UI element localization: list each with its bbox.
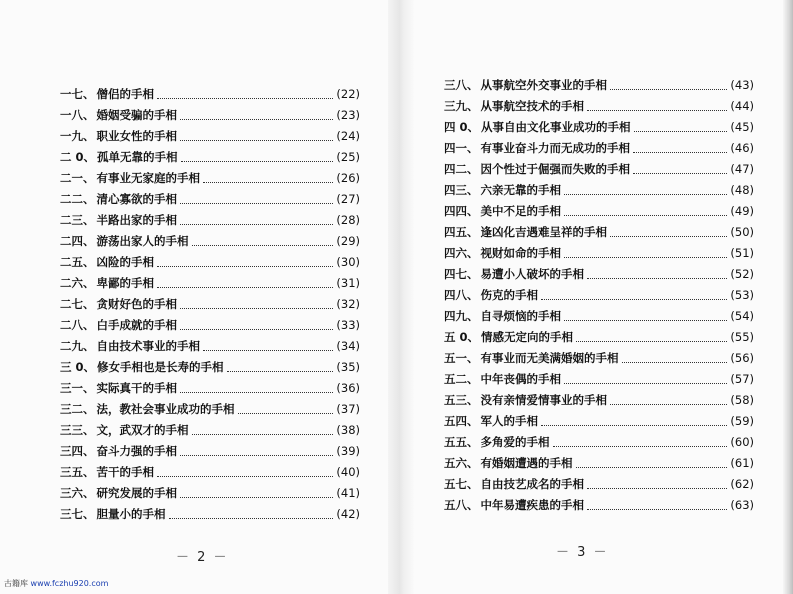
toc-leader-dots	[576, 466, 728, 468]
toc-entry-title: 有婚姻遭遇的手相	[480, 456, 573, 470]
toc-entry-number: 二二、	[60, 192, 95, 206]
toc-leader-dots	[180, 307, 333, 309]
toc-entry-page: (61)	[730, 456, 754, 470]
toc-entry-page: (36)	[336, 381, 360, 395]
toc-leader-dots	[192, 433, 334, 435]
toc-entry	[60, 483, 360, 504]
toc-leader-dots	[169, 517, 334, 519]
toc-leader-dots	[633, 151, 727, 153]
toc-entry-page: (35)	[336, 360, 360, 374]
toc-entry-title: 伤克的手相	[480, 288, 538, 302]
site-name: 古籍库	[4, 579, 28, 588]
toc-entry	[60, 294, 360, 315]
toc-entry-page: (50)	[730, 225, 754, 239]
toc-entry	[444, 411, 754, 432]
toc-entry-title: 有事业无家庭的手相	[96, 171, 200, 185]
toc-entry-number: 五四、	[444, 414, 479, 428]
toc-entry-page: (32)	[336, 297, 360, 311]
toc-entry-page: (57)	[730, 372, 754, 386]
toc-entry-number: 五八、	[444, 498, 479, 512]
toc-entry-page: (25)	[336, 150, 360, 164]
toc-leader-dots	[633, 172, 727, 174]
toc-entry-title: 研究发展的手相	[96, 486, 177, 500]
toc-entry-number: 五一、	[444, 351, 479, 365]
toc-leader-dots	[541, 298, 727, 300]
toc-entry-page: (55)	[730, 330, 754, 344]
toc-entry	[444, 495, 754, 516]
toc-entry-number: 三七、	[60, 507, 95, 521]
toc-entry-title: 自由技艺成名的手相	[480, 477, 584, 491]
toc-leader-dots	[576, 340, 727, 342]
toc-entry-number: 四七、	[444, 267, 479, 281]
toc-entry	[60, 147, 360, 168]
toc-entry-title: 情感无定向的手相	[481, 330, 574, 344]
toc-entry-title: 游荡出家人的手相	[96, 234, 189, 248]
toc-entry	[444, 306, 754, 327]
toc-entry-number: 三四、	[60, 444, 95, 458]
toc-leader-dots	[180, 496, 333, 498]
toc-entry	[444, 453, 754, 474]
toc-leader-dots	[227, 370, 334, 372]
toc-entry-title: 美中不足的手相	[480, 204, 561, 218]
toc-entry-page: (30)	[336, 255, 360, 269]
toc-entry-page: (56)	[730, 351, 754, 365]
toc-entry	[60, 420, 360, 441]
toc-entry	[444, 348, 754, 369]
toc-entry-number: 五三、	[444, 393, 479, 407]
toc-leader-dots	[587, 109, 727, 111]
toc-entry	[444, 201, 754, 222]
toc-entry-page: (54)	[730, 309, 754, 323]
toc-entry-title: 孤单无靠的手相	[97, 150, 178, 164]
toc-leader-dots	[180, 202, 333, 204]
toc-entry	[444, 159, 754, 180]
toc-entry-title: 易遭小人破坏的手相	[480, 267, 584, 281]
toc-leader-dots	[181, 160, 334, 162]
toc-entry	[444, 75, 754, 96]
toc-entry-page: (58)	[730, 393, 754, 407]
toc-leader-dots	[180, 223, 333, 225]
toc-leader-dots	[622, 361, 728, 363]
toc-leader-dots	[610, 235, 727, 237]
toc-leader-dots	[610, 403, 727, 405]
toc-entry	[444, 243, 754, 264]
toc-leader-dots	[587, 508, 727, 510]
toc-entry	[60, 441, 360, 462]
toc-entry-page: (34)	[336, 339, 360, 353]
toc-entry-page: (41)	[336, 486, 360, 500]
toc-entry	[444, 369, 754, 390]
toc-entry-title: 有事业奋斗力而无成功的手相	[480, 141, 630, 155]
toc-entry-title: 多角爱的手相	[480, 435, 550, 449]
toc-leader-dots	[180, 139, 333, 141]
toc-entry-number: 二八、	[60, 318, 95, 332]
toc-entry-number: 四五、	[444, 225, 479, 239]
toc-entry-number: 三一、	[60, 381, 95, 395]
toc-entry-number: 五五、	[444, 435, 479, 449]
toc-leader-dots	[564, 382, 727, 384]
toc-entry	[60, 462, 360, 483]
toc-entry	[444, 285, 754, 306]
toc-entry	[444, 390, 754, 411]
toc-entry-title: 从事航空技术的手相	[480, 99, 584, 113]
toc-entry-title: 从事航空外交事业的手相	[480, 78, 607, 92]
toc-entry-number: 四 0、	[444, 120, 480, 134]
toc-entry-page: (42)	[336, 507, 360, 521]
toc-entry-number: 四三、	[444, 183, 479, 197]
toc-entry-title: 卑鄙的手相	[96, 276, 154, 290]
toc-entry-page: (53)	[730, 288, 754, 302]
toc-entry-number: 三二、	[60, 402, 95, 416]
toc-entry-title: 文，武双才的手相	[96, 423, 189, 437]
toc-leader-dots	[180, 118, 333, 120]
toc-entry-title: 法，教社会事业成功的手相	[96, 402, 235, 416]
toc-entry-number: 三八、	[444, 78, 479, 92]
toc-leader-dots	[553, 445, 728, 447]
toc-entry-page: (52)	[730, 267, 754, 281]
toc-entry-title: 清心寡欲的手相	[96, 192, 177, 206]
toc-entry-number: 三三、	[60, 423, 95, 437]
toc-leader-dots	[180, 454, 333, 456]
toc-list-left	[60, 84, 360, 525]
toc-entry-title: 奋斗力强的手相	[96, 444, 177, 458]
toc-entry	[60, 273, 360, 294]
toc-entry-number: 二三、	[60, 213, 95, 227]
toc-entry-number: 五 0、	[444, 330, 480, 344]
page-edge-shadow	[783, 0, 793, 594]
toc-entry-title: 苦干的手相	[96, 465, 154, 479]
toc-entry-title: 婚姻受骗的手相	[96, 108, 177, 122]
toc-leader-dots	[564, 319, 727, 321]
toc-leader-dots	[203, 181, 333, 183]
toc-entry	[60, 84, 360, 105]
left-page	[0, 0, 388, 594]
toc-entry-number: 四六、	[444, 246, 479, 260]
toc-entry	[60, 336, 360, 357]
toc-entry-title: 中年易遭疾患的手相	[480, 498, 584, 512]
toc-entry-page: (48)	[730, 183, 754, 197]
toc-entry-title: 从事自由文化事业成功的手相	[481, 120, 631, 134]
toc-entry-number: 四一、	[444, 141, 479, 155]
toc-entry-number: 三 0、	[60, 360, 96, 374]
toc-entry-page: (37)	[336, 402, 360, 416]
toc-entry-page: (62)	[730, 477, 754, 491]
site-url: www.fczhu920.com	[30, 579, 109, 588]
toc-entry-title: 军人的手相	[480, 414, 538, 428]
toc-leader-dots	[157, 286, 333, 288]
toc-entry-number: 二一、	[60, 171, 95, 185]
toc-entry-number: 一九、	[60, 129, 95, 143]
toc-entry-title: 凶险的手相	[96, 255, 154, 269]
toc-leader-dots	[587, 277, 727, 279]
toc-entry-title: 有事业而无美满婚姻的手相	[480, 351, 619, 365]
toc-entry	[444, 96, 754, 117]
toc-entry-number: 五二、	[444, 372, 479, 386]
toc-entry	[60, 210, 360, 231]
toc-entry	[444, 117, 754, 138]
toc-entry-title: 白手成就的手相	[96, 318, 177, 332]
toc-entry-number: 五七、	[444, 477, 479, 491]
toc-entry	[60, 231, 360, 252]
toc-entry-page: (60)	[730, 435, 754, 449]
toc-entry	[60, 105, 360, 126]
toc-entry	[444, 180, 754, 201]
toc-entry-title: 半路出家的手相	[96, 213, 177, 227]
toc-entry	[444, 138, 754, 159]
toc-entry	[60, 252, 360, 273]
toc-leader-dots	[157, 475, 333, 477]
toc-entry-page: (51)	[730, 246, 754, 260]
toc-entry-title: 修女手相也是长寿的手相	[97, 360, 224, 374]
toc-leader-dots	[192, 244, 334, 246]
toc-entry-title: 实际真干的手相	[96, 381, 177, 395]
toc-entry	[60, 189, 360, 210]
toc-leader-dots	[180, 391, 333, 393]
toc-entry-page: (43)	[730, 78, 754, 92]
toc-entry-title: 中年丧偶的手相	[480, 372, 561, 386]
toc-entry-title: 没有亲情爱情事业的手相	[480, 393, 607, 407]
toc-leader-dots	[157, 265, 333, 267]
toc-entry-title: 职业女性的手相	[96, 129, 177, 143]
toc-entry-page: (33)	[336, 318, 360, 332]
toc-entry	[60, 168, 360, 189]
toc-entry-number: 三九、	[444, 99, 479, 113]
toc-leader-dots	[564, 193, 727, 195]
toc-list-right	[444, 75, 754, 516]
toc-entry-page: (22)	[336, 87, 360, 101]
toc-entry-number: 二六、	[60, 276, 95, 290]
toc-leader-dots	[541, 424, 727, 426]
toc-entry-title: 自由技术事业的手相	[96, 339, 200, 353]
toc-entry-page: (23)	[336, 108, 360, 122]
toc-entry-title: 逢凶化吉遇难呈祥的手相	[480, 225, 607, 239]
toc-entry-page: (46)	[730, 141, 754, 155]
toc-entry-page: (29)	[336, 234, 360, 248]
toc-leader-dots	[634, 130, 728, 132]
toc-entry-number: 四四、	[444, 204, 479, 218]
toc-entry	[444, 432, 754, 453]
toc-entry	[60, 378, 360, 399]
toc-entry-page: (28)	[336, 213, 360, 227]
toc-entry-page: (47)	[730, 162, 754, 176]
toc-entry-page: (49)	[730, 204, 754, 218]
toc-entry-title: 贪财好色的手相	[96, 297, 177, 311]
toc-leader-dots	[203, 349, 333, 351]
book-gutter	[388, 0, 414, 594]
toc-leader-dots	[564, 256, 727, 258]
toc-entry	[444, 222, 754, 243]
toc-entry-page: (39)	[336, 444, 360, 458]
toc-entry	[444, 474, 754, 495]
toc-entry-number: 四九、	[444, 309, 479, 323]
toc-leader-dots	[564, 214, 727, 216]
toc-entry-number: 一七、	[60, 87, 95, 101]
toc-entry-number: 三五、	[60, 465, 95, 479]
toc-entry	[60, 399, 360, 420]
toc-leader-dots	[587, 487, 727, 489]
toc-entry	[60, 504, 360, 525]
right-page	[414, 0, 784, 594]
toc-entry-title: 自寻烦恼的手相	[480, 309, 561, 323]
page-number-left: － 2 －	[176, 550, 229, 565]
toc-entry-page: (40)	[336, 465, 360, 479]
toc-entry-page: (63)	[730, 498, 754, 512]
toc-entry-page: (31)	[336, 276, 360, 290]
toc-entry	[60, 315, 360, 336]
toc-entry-number: 四八、	[444, 288, 479, 302]
toc-entry-number: 二九、	[60, 339, 95, 353]
watermark-footer	[4, 578, 108, 589]
toc-entry-title: 因个性过于倔强而失败的手相	[480, 162, 630, 176]
toc-entry-number: 二 0、	[60, 150, 96, 164]
toc-entry-page: (38)	[336, 423, 360, 437]
toc-entry-title: 僧侣的手相	[96, 87, 154, 101]
page-number-right: － 3 －	[556, 545, 609, 560]
toc-entry-page: (24)	[336, 129, 360, 143]
toc-entry-number: 二七、	[60, 297, 95, 311]
toc-entry-number: 五六、	[444, 456, 479, 470]
toc-entry-number: 二五、	[60, 255, 95, 269]
toc-leader-dots	[238, 412, 334, 414]
toc-entry	[444, 327, 754, 348]
toc-entry	[60, 357, 360, 378]
toc-entry-page: (45)	[730, 120, 754, 134]
toc-entry-page: (27)	[336, 192, 360, 206]
toc-leader-dots	[180, 328, 333, 330]
toc-entry-title: 胆量小的手相	[96, 507, 166, 521]
toc-leader-dots	[610, 88, 727, 90]
toc-entry-number: 四二、	[444, 162, 479, 176]
toc-entry-title: 视财如命的手相	[480, 246, 561, 260]
toc-entry-page: (26)	[336, 171, 360, 185]
toc-entry-number: 三六、	[60, 486, 95, 500]
toc-entry	[60, 126, 360, 147]
toc-entry	[444, 264, 754, 285]
toc-entry-page: (44)	[730, 99, 754, 113]
toc-leader-dots	[157, 97, 333, 99]
toc-entry-number: 二四、	[60, 234, 95, 248]
toc-entry-number: 一八、	[60, 108, 95, 122]
toc-entry-page: (59)	[730, 414, 754, 428]
toc-entry-title: 六亲无靠的手相	[480, 183, 561, 197]
